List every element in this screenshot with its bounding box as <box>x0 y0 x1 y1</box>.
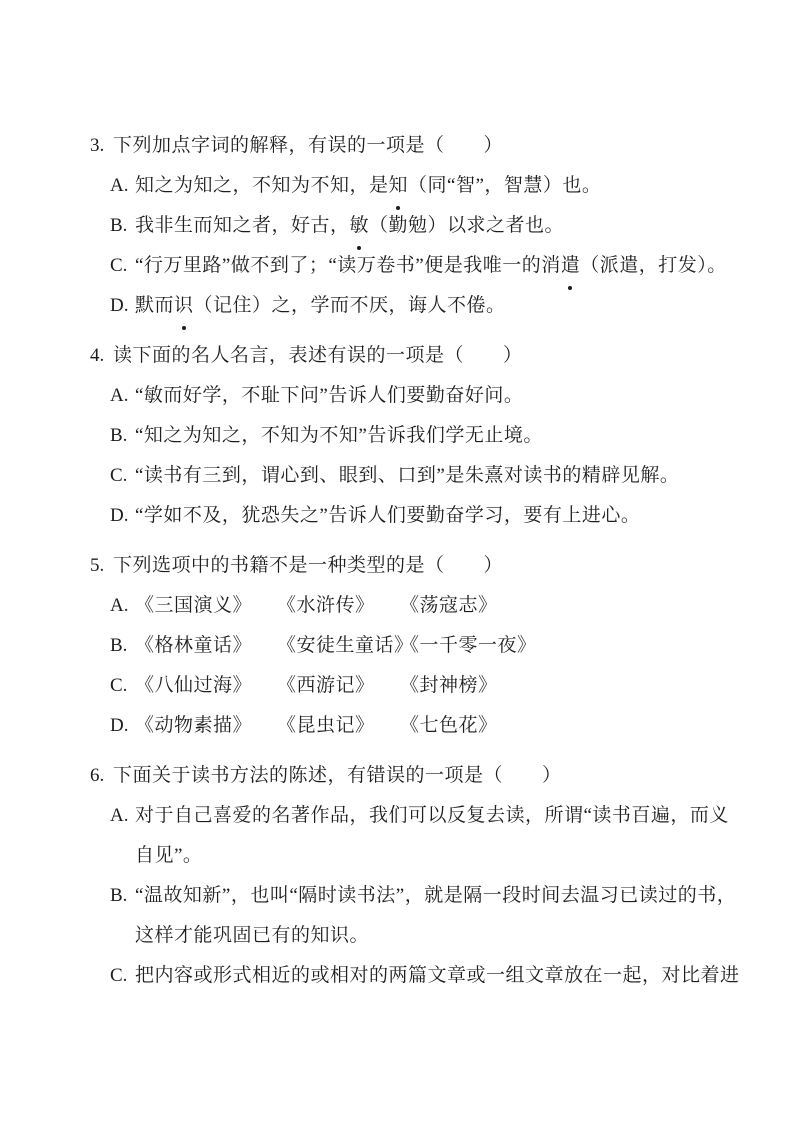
text-segment: 知之为知之，不知为不知，是 <box>135 175 389 196</box>
text-segment: 默而 <box>135 295 175 316</box>
text-segment: （派遣，打发）。 <box>580 255 727 276</box>
text-segment: （记住）之，学而不厌，诲人不倦。 <box>193 295 506 316</box>
option-text: “敏而好学，不耻下问”告诉人们要勤奋好问。 <box>135 385 524 406</box>
book-title: 《水浒传》 <box>277 595 375 616</box>
option-text: 对于自己喜爱的名著作品，我们可以反复去读，所谓“读书百遍，而义自见”。 <box>135 805 729 866</box>
option-text <box>135 586 747 626</box>
option-label: A. <box>110 805 129 826</box>
option-row-6b <box>110 876 793 956</box>
question-5-stem-row <box>90 546 793 586</box>
option-label: B. <box>110 425 128 446</box>
book-title: 《八仙过海》 <box>135 675 253 696</box>
book-title: 《一千零一夜》 <box>400 635 537 656</box>
option-row-4c <box>110 456 793 496</box>
option-text <box>135 666 747 706</box>
option-label: D. <box>110 295 129 316</box>
option-label: B. <box>110 635 128 656</box>
option-label: A. <box>110 595 129 616</box>
book-title: 《安徒生童话》 <box>277 635 414 656</box>
question-4-stem-row <box>90 336 793 376</box>
text-segment: （勤勉）以求之者也。 <box>369 215 565 236</box>
option-row-3b <box>110 206 793 246</box>
emphasized-char: 知 <box>389 166 409 206</box>
option-row-3c <box>110 246 793 286</box>
option-text: “读书有三到，谓心到、眼到、口到”是朱熹对读书的精辟见解。 <box>135 465 680 486</box>
option-row-6a <box>110 796 793 876</box>
question-3 <box>90 126 793 326</box>
option-text <box>135 706 747 746</box>
book-title: 《昆虫记》 <box>277 715 375 736</box>
option-label: A. <box>110 385 129 406</box>
question-6-stem-row <box>90 756 793 796</box>
option-label: D. <box>110 715 129 736</box>
book-title: 《动物素描》 <box>135 715 253 736</box>
question-number: 5. <box>90 555 105 576</box>
option-label: C. <box>110 255 128 276</box>
option-row-6c <box>110 956 793 996</box>
option-row-5b <box>110 626 793 666</box>
option-label: B. <box>110 215 128 236</box>
book-title: 《西游记》 <box>277 675 375 696</box>
option-text <box>135 286 747 326</box>
option-text: “学如不及，犹恐失之”告诉人们要勤奋学习，要有上进心。 <box>135 505 641 526</box>
option-label: B. <box>110 885 128 906</box>
option-label: A. <box>110 175 129 196</box>
option-row-5d <box>110 706 793 746</box>
option-text: “温故知新”，也叫“隔时读书法”，就是隔一段时间去温习已读过的书，这样才能巩固已有的知识。 <box>135 885 737 946</box>
option-row-5c <box>110 666 793 706</box>
option-label: C. <box>110 465 128 486</box>
question-number: 6. <box>90 765 105 786</box>
option-row-4d <box>110 496 793 536</box>
option-label: C. <box>110 965 128 986</box>
question-stem: 下面关于读书方法的陈述，有错误的一项是（ ） <box>113 765 562 786</box>
option-label: D. <box>110 505 129 526</box>
option-row-4b <box>110 416 793 456</box>
question-number: 4. <box>90 345 105 366</box>
emphasized-char: 遣 <box>561 246 581 286</box>
option-text <box>135 246 747 286</box>
question-5 <box>90 546 793 746</box>
book-title: 《七色花》 <box>400 715 498 736</box>
option-label: C. <box>110 675 128 696</box>
option-text: “知之为知之，不知为不知”告诉我们学无止境。 <box>135 425 543 446</box>
option-row-4a <box>110 376 793 416</box>
option-row-5a <box>110 586 793 626</box>
option-text: 把内容或形式相近的或相对的两篇文章或一组文章放在一起，对比着进 <box>135 965 740 986</box>
option-text <box>135 206 747 246</box>
question-stem: 下列加点字词的解释，有误的一项是（ ） <box>113 135 504 156</box>
option-text <box>135 166 747 206</box>
text-segment: “行万里路”做不到了；“读万卷书”便是我唯一的消 <box>135 255 561 276</box>
book-title: 《封神榜》 <box>400 675 498 696</box>
book-title: 《格林童话》 <box>135 635 253 656</box>
emphasized-char: 识 <box>174 286 194 326</box>
emphasized-char: 敏 <box>350 206 370 246</box>
question-stem: 下列选项中的书籍不是一种类型的是（ ） <box>113 555 504 576</box>
option-text <box>135 626 747 666</box>
book-title: 《三国演义》 <box>135 595 253 616</box>
book-title: 《荡寇志》 <box>400 595 498 616</box>
question-3-stem-row <box>90 126 793 166</box>
question-4 <box>90 336 793 536</box>
text-segment: 我非生而知之者，好古， <box>135 215 350 236</box>
option-row-3a <box>110 166 793 206</box>
question-number: 3. <box>90 135 105 156</box>
question-6 <box>90 756 793 996</box>
option-row-3d <box>110 286 793 326</box>
text-segment: （同“智”，智慧）也。 <box>408 175 602 196</box>
question-stem: 读下面的名人名言，表述有误的一项是（ ） <box>113 345 523 366</box>
